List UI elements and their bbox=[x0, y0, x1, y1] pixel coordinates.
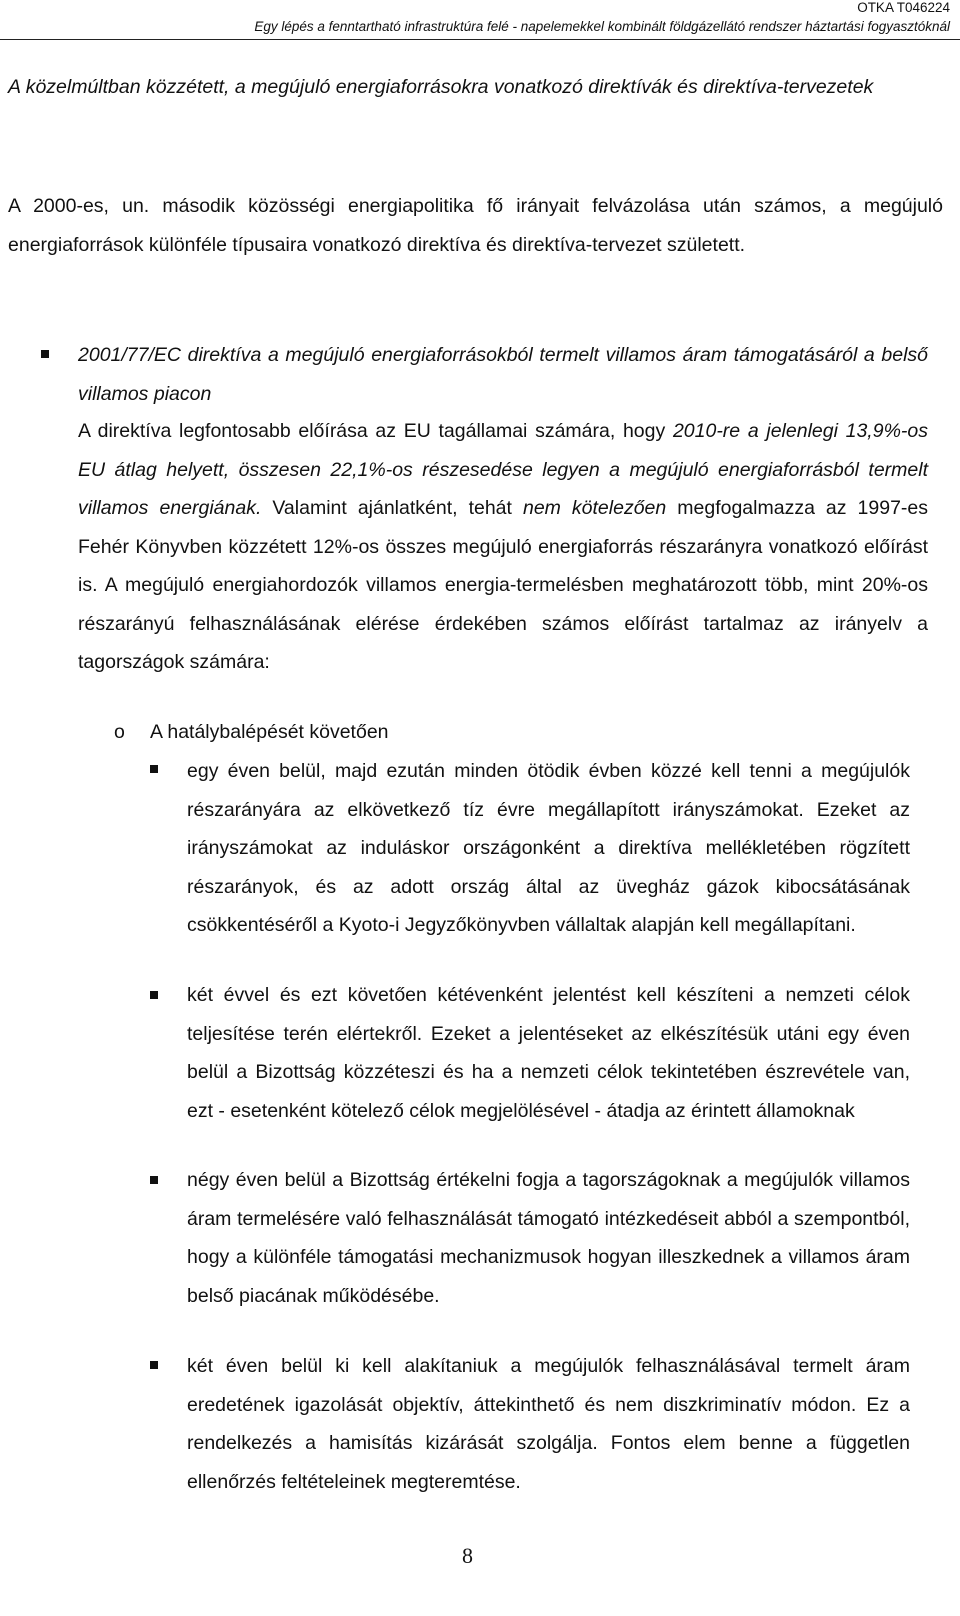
square-bullet-icon bbox=[41, 350, 49, 358]
page-number: 8 bbox=[462, 1543, 473, 1568]
running-header-title: Egy lépés a fenntartható infrastruktúra felé - napelemekkel kombinált földgázellátó rendszer háztartási fogyasztóknál bbox=[254, 19, 950, 34]
square-bullet-icon bbox=[150, 1361, 158, 1369]
list-item: egy éven belül, majd ezután minden ötödik évben közzé kell tenni a megújulók részarányára az elkövetkező tíz évre megállapított irányszámokat. Ezeket az irányszámokat az induláskor országonként a direktíva mellékletében rögzített részarányok, és az adott ország által az üvegház gázok kibocsátásának csökkentéséről a Kyoto-i Jegyzőkönyvben vállaltak alapján kell megállapítani. bbox=[187, 760, 910, 936]
directive-body-text: Valamint ajánlatként, tehát bbox=[261, 497, 523, 519]
list-item: két éven belül ki kell alakítaniuk a megújulók felhasználásával termelt áram eredetének igazolását objektív, áttekinthető és nem diszkriminatív módon. Ez a rendelkezés a hamisítás kizárását szolgálja. Fontos elem benne a független ellenőrzés feltételeinek megteremtése. bbox=[187, 1355, 910, 1493]
square-bullet-icon bbox=[150, 765, 158, 773]
circle-bullet-icon: o bbox=[114, 721, 125, 743]
section-heading: A közelmúltban közzétett, a megújuló energiaforrásokra vonatkozó direktívák és direktíva-tervezetek bbox=[8, 76, 874, 98]
directive-body-text: megfogalmazza az 1997-es Fehér Könyvben közzétett 12%-os összes megújuló energiaforrás részarányra vonatkozó előírást is. A megújuló energiahordozók villamos energia-termelésben meghatározott több, mint 20%-os részarányú felhasználásának elérése érdekében számos előírást tartalmaz az irányelv a tagországok számára: bbox=[78, 497, 929, 673]
list-item: négy éven belül a Bizottság értékelni fogja a tagországoknak a megújulók villamos áram termelésére való felhasználását támogató intézkedéseit abból a szempontból, hogy a különféle támogatási mechanizmusok hogyan illeszkednek a villamos áram belső piacának működésébe. bbox=[187, 1169, 910, 1307]
square-bullet-icon bbox=[150, 1176, 158, 1184]
sub-heading: A hatálybalépését követően bbox=[150, 721, 389, 743]
directive-body-text: A direktíva legfontosabb előírása az EU tagállamai számára, hogy bbox=[78, 420, 673, 442]
project-id: OTKA T046224 bbox=[857, 0, 950, 15]
directive-body-emphasis: 2010-re a jelenlegi 13,9%-os EU átlag helyett, összesen 22,1%-os részesedése legyen a megújuló energiaforrásból termelt villamos energiának. bbox=[78, 420, 928, 519]
directive-body-emphasis: nem kötelezően bbox=[522, 497, 667, 519]
square-bullet-icon bbox=[150, 991, 158, 999]
list-item: két évvel és ezt követően kétévenként jelentést kell készíteni a nemzeti célok teljesítése terén elértekről. Ezeket a jelentéseket az elkészítésük utáni egy éven belül a Bizottság közzéteszi és ha a nemzeti célok tekintetében észrevétele van, ezt - esetenként kötelező célok megjelölésével - átadja az érintett államoknak bbox=[187, 984, 910, 1122]
header-divider bbox=[0, 39, 960, 40]
directive-body bbox=[78, 412, 928, 682]
intro-paragraph: A 2000-es, un. második közösségi energiapolitika fő irányait felvázolása után számos, a megújuló energiaforrások különféle típusaira vonatkozó direktíva és direktíva-tervezet született. bbox=[8, 195, 943, 256]
directive-title: 2001/77/EC direktíva a megújuló energiaforrásokból termelt villamos áram támogatásáról a belső villamos piacon bbox=[78, 344, 928, 405]
